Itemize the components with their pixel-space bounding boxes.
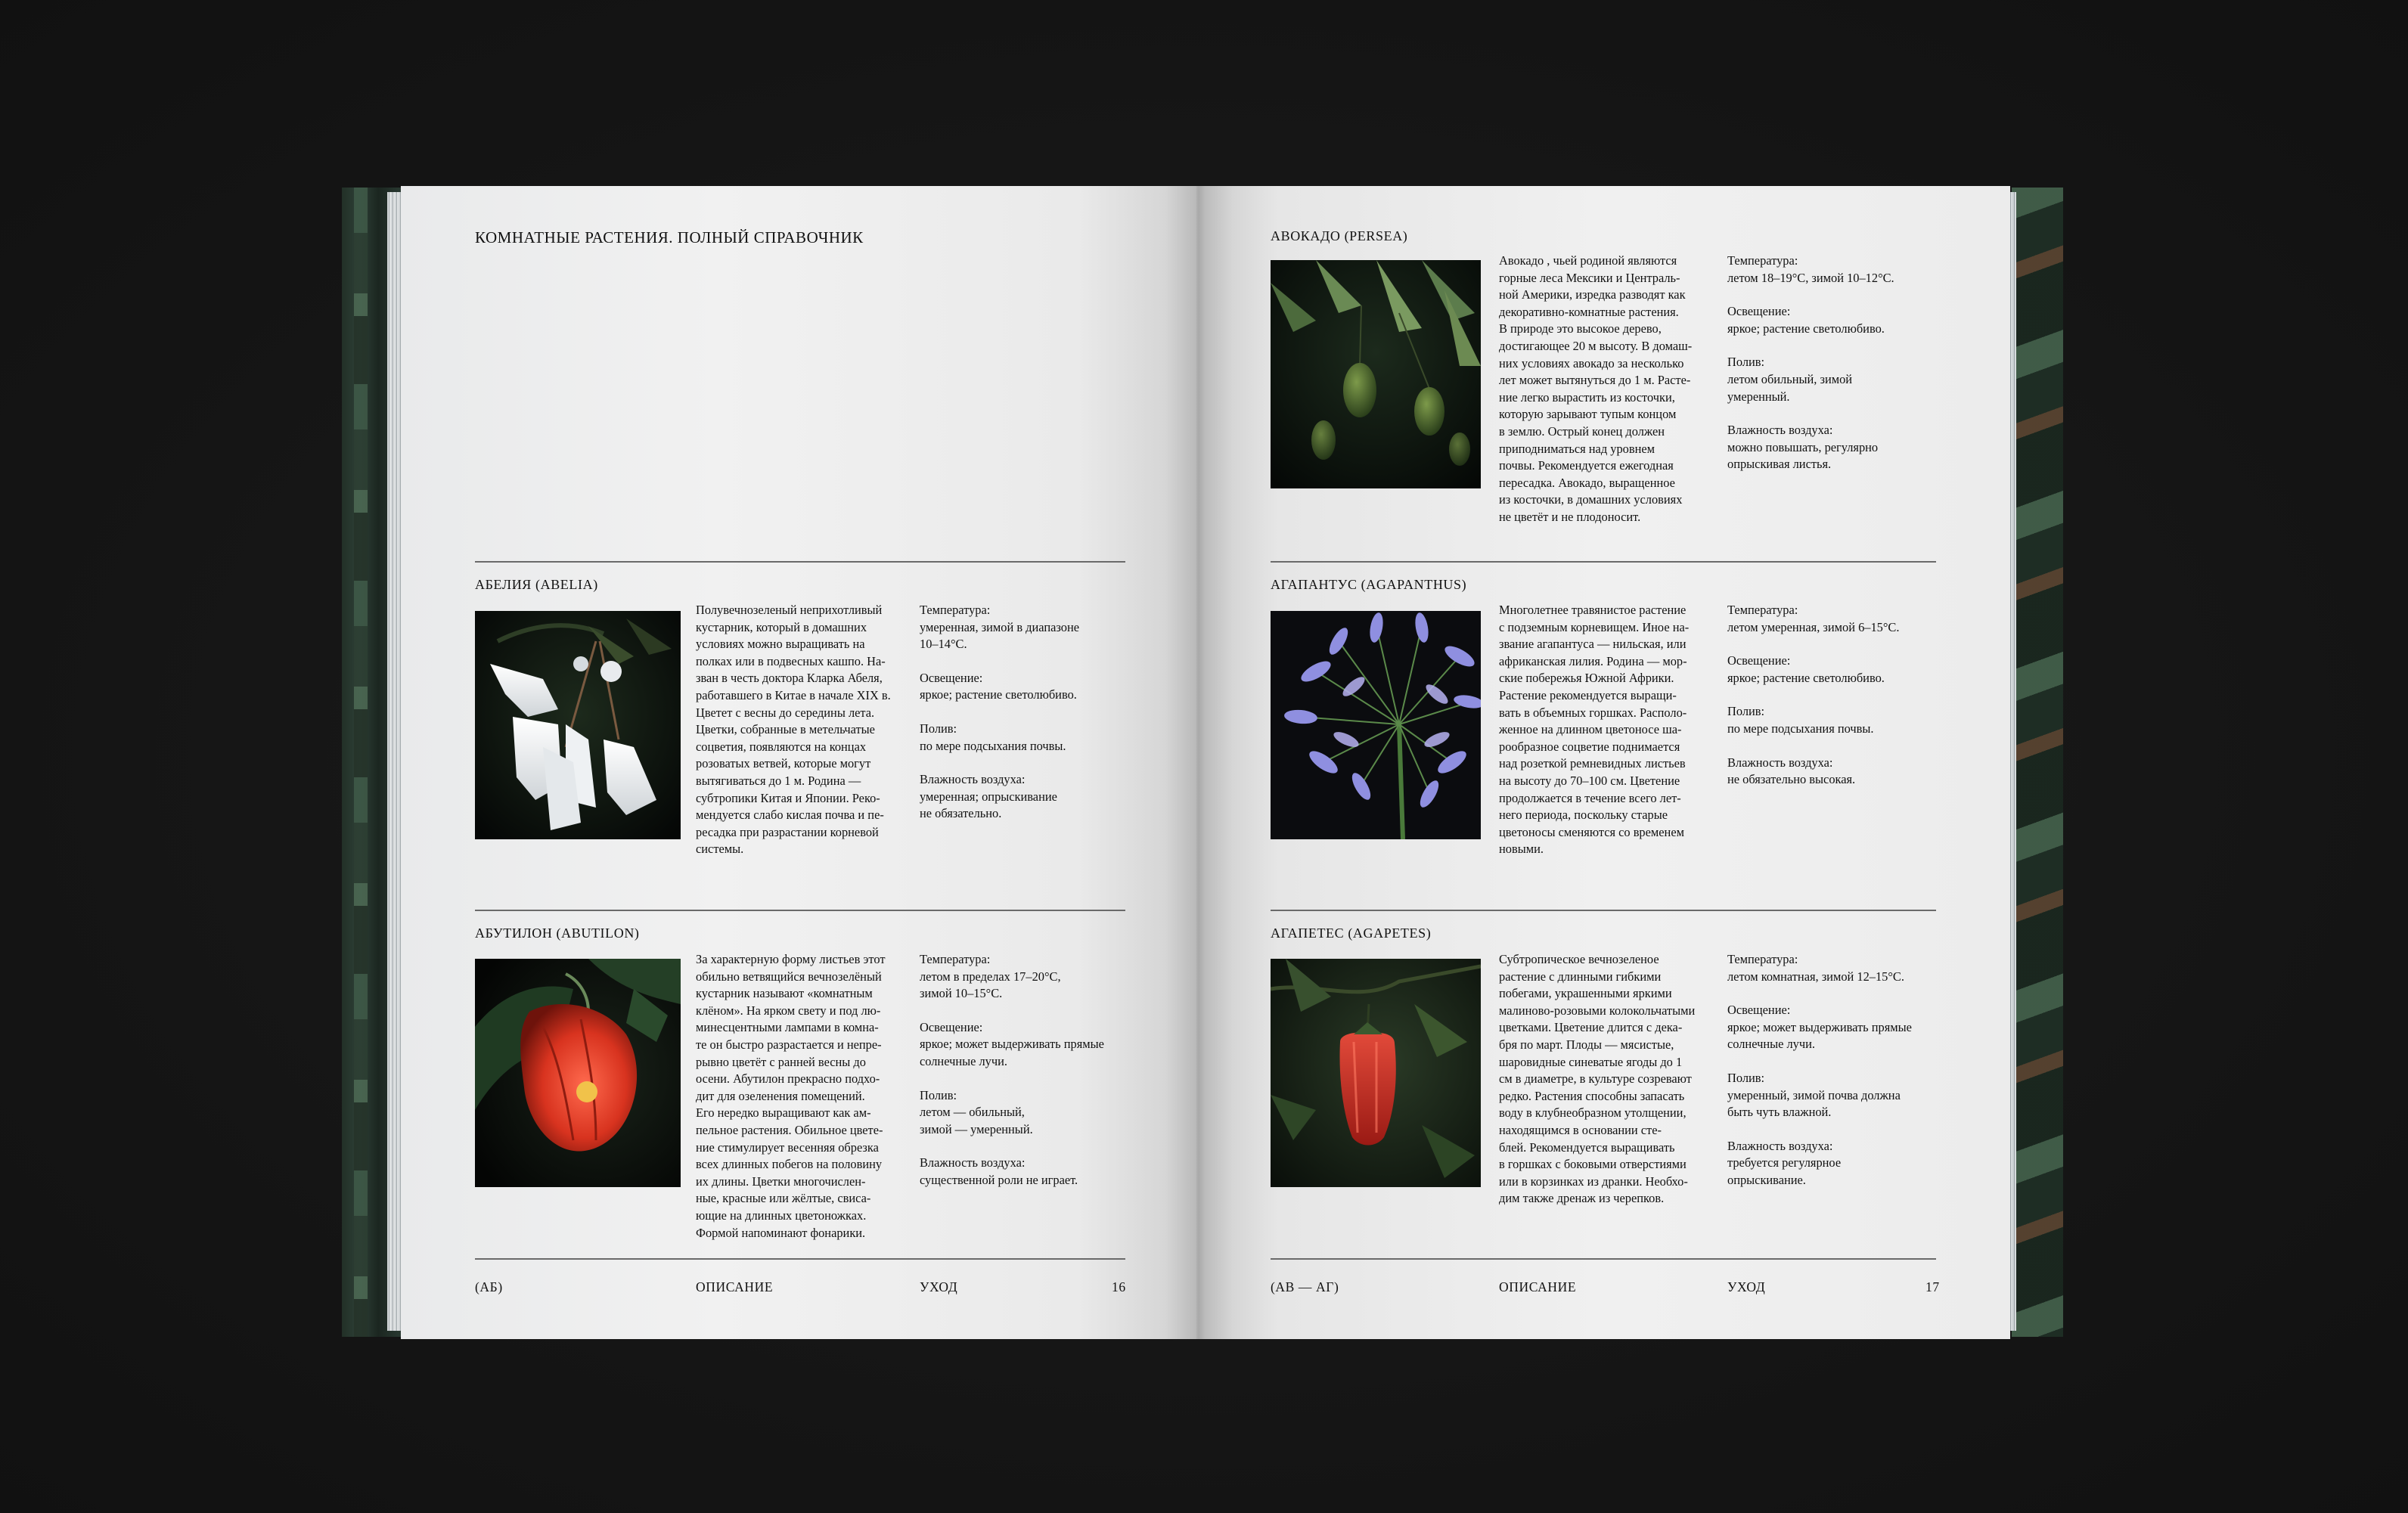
- care-value: летом 18–19°С, зимой 10–12°С.: [1727, 270, 1894, 285]
- photo-abelia: [475, 611, 681, 839]
- photo-agapetes: [1271, 959, 1481, 1187]
- footer-alphabet-range: (АБ): [475, 1279, 503, 1294]
- book-cover-pattern-left: [354, 188, 368, 1337]
- care-value: яркое; растение светолюбиво.: [1727, 321, 1885, 336]
- entry-divider: [1271, 910, 1936, 911]
- care-value: существенной роли не играет.: [920, 1172, 1078, 1187]
- footer-care-column: УХОД: [1727, 1279, 1766, 1294]
- care-value: умеренный, зимой почва должна быть чуть влажной.: [1727, 1087, 1901, 1120]
- entry-divider: [1271, 561, 1936, 563]
- care-value: можно повышать, регулярно опрыскивая листья.: [1727, 439, 1879, 472]
- care-value: по мере подсыхания почвы.: [1727, 721, 1874, 736]
- care-label: Освещение:: [1727, 304, 1791, 319]
- care-label: Освещение:: [920, 670, 983, 685]
- care-label: Влажность воздуха:: [1727, 755, 1833, 770]
- care-label: Освещение:: [1727, 1003, 1791, 1018]
- footer-divider: [1271, 1258, 1936, 1260]
- care-label: Полив:: [1727, 355, 1765, 370]
- entry-title-agapetes: АГАПЕТЕС (AGAPETES): [1271, 925, 1432, 941]
- care-label: Освещение:: [1727, 653, 1791, 668]
- care-label: Температура:: [1727, 253, 1798, 268]
- entry-title-abutilon: АБУТИЛОН (ABUTILON): [475, 925, 640, 941]
- book-gutter: [1165, 186, 1233, 1339]
- care-value: по мере подсыхания почвы.: [920, 738, 1066, 753]
- care-value: летом обильный, зимой умеренный.: [1727, 371, 1853, 404]
- footer-alphabet-range: (АВ — АГ): [1271, 1279, 1339, 1294]
- entry-description-agapanthus: Многолетнее травянистое растение с подземным корневищем. Иное на- звание агапантуса — нильская, или африканская лилия. Родина — мор- ские побережья Южной Африки. Растение рекомендуется выращи- вать в объемных горшках. Располо- женное на длинном цветоносе ша- рообразное соцветие поднимается над розеткой ремневидных листьев на высоту до 70–100 см. Цветение продолжается в течение всего лет- него периода, поскольку старые цветоносы сменяются со временем новыми.: [1499, 603, 1690, 857]
- entry-divider: [475, 561, 1125, 563]
- care-label: Влажность воздуха:: [920, 772, 1026, 787]
- entry-title-abelia: АБЕЛИЯ (ABELIA): [475, 577, 598, 592]
- care-value: летом в пределах 17–20°С, зимой 10–15°С.: [920, 969, 1061, 1001]
- book-cover-pattern-right: [2012, 188, 2063, 1337]
- page-number: 17: [1925, 1279, 1940, 1294]
- care-value: яркое; может выдерживать прямые солнечные лучи.: [920, 1037, 1104, 1068]
- footer-description-column: ОПИСАНИЕ: [696, 1279, 774, 1294]
- care-label: Освещение:: [920, 1019, 983, 1034]
- footer-care-column: УХОД: [920, 1279, 958, 1294]
- care-label: Полив:: [1727, 1070, 1765, 1085]
- entry-description-abutilon: За характерную форму листьев этот обильно ветвящийся вечнозелёный кустарник называют «комнатным клёном». На ярком свету и под лю- минесцентными лампами в комна- те он быстро разрастается и непре- рывно цветёт с ранней весны до осени. Абутилон прекрасно подхо- дит для озеленения помещений. Его нередко выращивают как ам- пельное растения. Обильное цвете- ние стимулирует весенняя обрезка всех длинных побегов на половину их длины. Цветки многочислен- ные, красные или жёлтые, свиса- ющие на длинных цветоножках. Формой напоминают фонарики.: [696, 952, 886, 1240]
- entry-description-abelia: Полувечнозеленый неприхотливый кустарник, который в домашних условиях можно выращивать на полках или в подвесных кашпо. На- зван в честь доктора Кларка Абеля, работавшего в Китае в начале XIX в. Цветет с весны до середины лета. Цветки, собранные в метельчатые соцветия, появляются на концах розоватых ветвей, которые могут вытягиваться до 1 м. Родина — субтропики Китая и Японии. Реко- мендуется слабо кислая почва и пе- ресадка при разрастании корневой системы.: [696, 603, 891, 857]
- care-label: Температура:: [920, 603, 991, 617]
- care-value: летом комнатная, зимой 12–15°С.: [1727, 969, 1904, 984]
- entry-care-abelia: [920, 602, 1131, 839]
- care-label: Влажность воздуха:: [1727, 1138, 1833, 1153]
- footer-divider: [475, 1258, 1125, 1260]
- footer-description-column: ОПИСАНИЕ: [1499, 1279, 1577, 1294]
- care-value: умеренная; опрыскивание не обязательно.: [920, 789, 1057, 821]
- care-value: яркое; может выдерживать прямые солнечные лучи.: [1727, 1019, 1912, 1052]
- care-label: Полив:: [1727, 704, 1765, 719]
- care-value: летом — обильный, зимой — умеренный.: [920, 1105, 1033, 1136]
- photo-abutilon: [475, 959, 681, 1187]
- care-label: Полив:: [920, 1087, 957, 1102]
- care-label: Полив:: [920, 721, 957, 736]
- care-value: яркое; растение светолюбиво.: [1727, 670, 1885, 685]
- entry-care-avocado: [1727, 253, 1939, 490]
- entry-title-avocado: АВОКАДО (PERSEA): [1271, 228, 1408, 243]
- entry-care-agapanthus: [1727, 602, 1939, 805]
- care-value: летом умеренная, зимой 6–15°С.: [1727, 619, 1900, 634]
- page-number: 16: [1112, 1279, 1126, 1294]
- care-value: умеренная, зимой в диапазоне 10–14°С.: [920, 619, 1080, 652]
- care-label: Температура:: [1727, 952, 1798, 966]
- entry-care-agapetes: [1727, 951, 1939, 1206]
- care-label: Температура:: [1727, 603, 1798, 617]
- care-value: не обязательно высокая.: [1727, 772, 1856, 787]
- entry-title-agapanthus: АГАПАНТУС (AGAPANTHUS): [1271, 577, 1467, 592]
- photo-avocado: [1271, 260, 1481, 488]
- care-value: яркое; растение светолюбиво.: [920, 687, 1077, 702]
- care-label: Влажность воздуха:: [1727, 423, 1833, 438]
- care-label: Температура:: [920, 952, 991, 966]
- entry-care-abutilon: [920, 951, 1131, 1206]
- entry-divider: [475, 910, 1125, 911]
- photo-agapanthus: [1271, 611, 1481, 839]
- running-head: КОМНАТНЫЕ РАСТЕНИЯ. ПОЛНЫЙ СПРАВОЧНИК: [475, 228, 864, 246]
- entry-description-agapetes: Субтропическое вечнозеленое растение с длинными гибкими побегами, украшенными яркими малиново-розовыми колокольчатыми цветками. Цветение длится с дека- бря по март. Плоды — мясистые, шаровидные синеватые ягоды до 1 см в диаметре, в культуре созревают редко. Растения способны запасать воду в клубнеобразном утолщении, находящимся в основании сте- блей. Рекомендуется выращивать в горшках с боковыми отверстиями или в корзинках из дранки. Необхо- дим также дренаж из черепков.: [1499, 952, 1696, 1206]
- care-value: требуется регулярное опрыскивание.: [1727, 1155, 1842, 1187]
- entry-description-avocado: Авокадо , чьей родиной являются горные леса Мексики и Централь- ной Америки, изредка разводят как декоративно-комнатные растения. В природе это высокое дерево, достигающее 20 м высоту. В домаш- них условиях авокадо за несколько лет может вытянуться до 1 м. Расте- ние легко вырастить из косточки, которую зарывают тупым концом в землю. Острый конец должен приподниматься над уровнем почвы. Рекомендуется ежегодная пересадка. Авокадо, выращенное из косточки, в домашних условиях не цветёт и не плодоносит.: [1499, 253, 1693, 524]
- care-label: Влажность воздуха:: [920, 1155, 1026, 1170]
